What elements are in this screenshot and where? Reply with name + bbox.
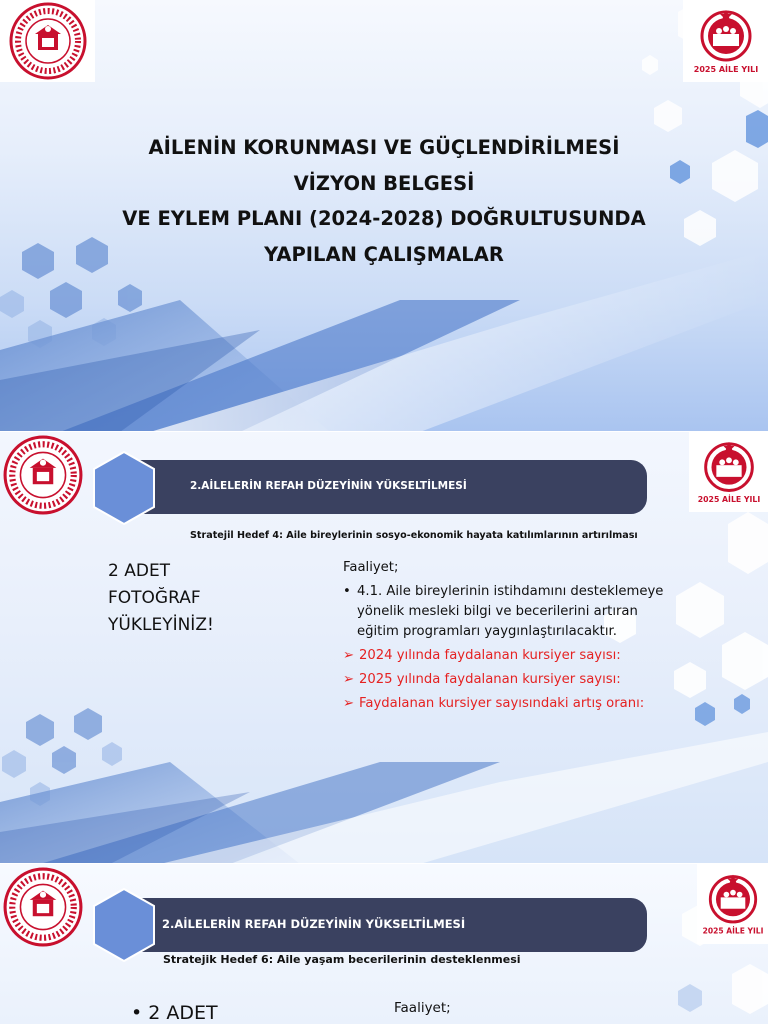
title-line: VE EYLEM PLANI (2024-2028) DOĞRULTUSUNDA bbox=[122, 207, 646, 230]
ministry-logo bbox=[0, 864, 85, 949]
ministry-logo bbox=[0, 432, 85, 517]
title-line: YAPILAN ÇALIŞMALAR bbox=[264, 242, 504, 266]
family-year-logo-icon bbox=[689, 4, 763, 78]
bullet-dot-icon: • bbox=[343, 584, 351, 599]
slide-2 bbox=[0, 432, 768, 864]
photo-note-line: 2 ADET bbox=[108, 561, 171, 581]
photo-upload-note bbox=[108, 558, 214, 639]
family-year-logo bbox=[683, 0, 768, 82]
family-year-logo-text: 2025 AİLE YILI bbox=[693, 65, 758, 74]
indicator-item bbox=[343, 646, 673, 666]
slide-1-title bbox=[60, 130, 708, 272]
hexagon-icon bbox=[90, 450, 158, 526]
hexagon-icon bbox=[90, 887, 158, 963]
strategic-goal: Stratejik Hedef 6: Aile yaşam becerilerinin desteklenmesi bbox=[163, 953, 521, 966]
family-year-logo-icon bbox=[698, 867, 768, 941]
activity-heading: Faaliyet; bbox=[343, 560, 399, 575]
ministry-seal-icon bbox=[8, 1, 88, 81]
indicator-text: 2025 yılında faydalanan kursiyer sayısı: bbox=[359, 672, 621, 687]
activity-text: 4.1. Aile bireylerinin istihdamını desteklemeye yönelik mesleki bilgi ve becerilerini artıran eğitim programları yaygınlaştırılacaktır. bbox=[357, 584, 664, 639]
family-year-logo bbox=[697, 864, 768, 944]
strategic-goal: Stratejil Hedef 4: Aile bireylerinin sosyo-ekonomik hayata katılımlarının artırılması bbox=[190, 530, 638, 541]
family-year-logo-text: 2025 AİLE YILI bbox=[697, 495, 760, 505]
bullet-arrow-icon: ➢ bbox=[343, 672, 355, 687]
photo-note-line: 2 ADET bbox=[148, 1002, 218, 1024]
indicator-text: Faydalanan kursiyer sayısındaki artış oranı: bbox=[359, 696, 645, 711]
ministry-seal-icon bbox=[2, 434, 84, 516]
bullet-dot-icon: • bbox=[131, 1002, 149, 1024]
family-year-logo-icon bbox=[693, 435, 765, 509]
ministry-logo bbox=[0, 0, 95, 82]
family-year-logo-text: 2025 AİLE YILI bbox=[702, 926, 763, 936]
title-line: VİZYON BELGESİ bbox=[293, 171, 475, 195]
activity-heading: Faaliyet; bbox=[394, 1000, 451, 1016]
photo-note-line: YÜKLEYİNİZ! bbox=[108, 615, 214, 635]
indicator-item bbox=[343, 694, 673, 714]
photo-upload-note bbox=[131, 1002, 218, 1024]
slide-3 bbox=[0, 864, 768, 1024]
ministry-seal-icon bbox=[2, 866, 84, 948]
activity-item bbox=[343, 582, 673, 642]
family-year-logo bbox=[689, 432, 768, 512]
indicator-text: 2024 yılında faydalanan kursiyer sayısı: bbox=[359, 648, 621, 663]
photo-note-line: FOTOĞRAF bbox=[108, 588, 201, 608]
slide-1 bbox=[0, 0, 768, 432]
bullet-arrow-icon: ➢ bbox=[343, 648, 355, 663]
indicator-item bbox=[343, 670, 673, 690]
bullet-arrow-icon: ➢ bbox=[343, 696, 355, 711]
banner-title: 2.AİLELERİN REFAH DÜZEYİNİN YÜKSELTİLMESİ bbox=[190, 480, 467, 492]
activity-block bbox=[343, 558, 673, 718]
title-line: AİLENİN KORUNMASI VE GÜÇLENDİRİLMESİ bbox=[148, 136, 620, 159]
banner-title: 2.AİLELERİN REFAH DÜZEYİNİN YÜKSELTİLMESİ bbox=[162, 917, 466, 931]
